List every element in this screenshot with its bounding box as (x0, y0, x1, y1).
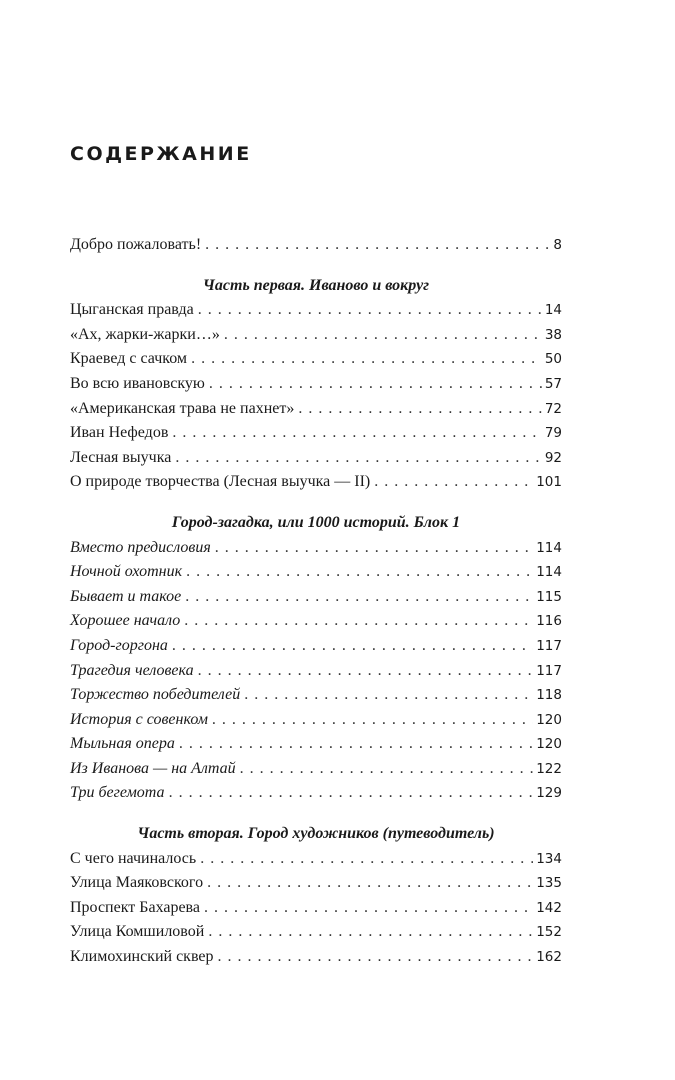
table-of-contents (70, 233, 562, 970)
toc-entry (70, 781, 562, 806)
toc-entry-page: 116 (536, 613, 562, 630)
toc-entry-title: Три бегемота (70, 784, 165, 802)
toc-entry-page: 50 (544, 351, 562, 368)
toc-entry (70, 945, 562, 970)
toc-entry-title: Торжество победителей (70, 686, 241, 704)
toc-entry-title: Мыльная опера (70, 735, 175, 753)
toc-entry (70, 847, 562, 872)
toc-entry (70, 896, 562, 921)
toc-entry-title: Город-горгона (70, 636, 168, 654)
toc-entry-title: Хорошее начало (70, 612, 181, 630)
toc-entry (70, 920, 562, 945)
toc-entry-page: 92 (544, 449, 562, 466)
toc-entry-page: 120 (536, 736, 562, 753)
toc-entry-page: 142 (536, 899, 562, 916)
toc-entry-title: «Ах, жарки-жарки…» (70, 325, 220, 343)
toc-entry-page: 57 (544, 375, 562, 392)
toc-entry-title: С чего начиналось (70, 849, 197, 867)
toc-entry-title: Трагедия человека (70, 661, 194, 679)
toc-entry-page: 117 (536, 637, 562, 654)
toc-entry-title: Климохинский сквер (70, 948, 214, 966)
toc-entry-page: 8 (553, 237, 562, 253)
dot-leader (209, 372, 542, 397)
toc-entry (70, 470, 562, 495)
toc-entry (70, 536, 562, 561)
toc-entry-page: 115 (536, 588, 562, 605)
toc-entry (70, 323, 562, 348)
toc-entry (70, 732, 562, 757)
dot-leader (224, 323, 542, 348)
dot-leader (198, 298, 542, 323)
block1-entries (70, 536, 562, 807)
toc-entry-page: 118 (536, 687, 562, 704)
toc-entry-page: 117 (536, 662, 562, 679)
toc-entry (70, 233, 562, 258)
toc-entry (70, 659, 562, 684)
dot-leader (244, 683, 533, 708)
dot-leader (374, 470, 533, 495)
toc-entry (70, 372, 562, 397)
dot-leader (204, 896, 533, 921)
toc-entry-title: Улица Маяковского (70, 874, 204, 892)
toc-entry-title: Проспект Бахарева (70, 898, 200, 916)
toc-entry (70, 683, 562, 708)
toc-entry-page: 162 (536, 949, 562, 966)
toc-entry-page: 14 (544, 302, 562, 319)
toc-entry-page: 129 (536, 785, 562, 802)
toc-entry-title: Цыганская правда (70, 301, 194, 319)
toc-entry-title: Из Иванова — на Алтай (70, 759, 236, 777)
toc-entry (70, 560, 562, 585)
part2-entries (70, 847, 562, 970)
toc-entry (70, 298, 562, 323)
toc-entry (70, 708, 562, 733)
section-header-part2: Часть вторая. Город художников (путеводитель) (137, 825, 495, 843)
toc-entry-page: 152 (536, 924, 562, 941)
dot-leader (179, 732, 533, 757)
toc-entry-title: «Американская трава не пахнет» (70, 399, 295, 417)
toc-entry-page: 114 (536, 539, 562, 556)
toc-entry-title: История с совенком (70, 710, 208, 728)
dot-leader (205, 233, 550, 258)
dot-leader (198, 659, 534, 684)
toc-entry-title: Бывает и такое (70, 587, 182, 605)
dot-leader (218, 945, 534, 970)
toc-entry-page: 101 (536, 474, 562, 491)
dot-leader (175, 446, 541, 471)
toc-entry (70, 347, 562, 372)
toc-entry-page: 114 (536, 564, 562, 581)
toc-entry-title: Во всю ивановскую (70, 374, 205, 392)
part1-entries (70, 298, 562, 495)
dot-leader (298, 397, 541, 422)
toc-entry-page: 134 (536, 850, 562, 867)
section-header-part1: Часть первая. Иваново и вокруг (202, 276, 430, 294)
dot-leader (172, 421, 541, 446)
dot-leader (186, 560, 533, 585)
toc-entry-title: Краевед с сачком (70, 350, 188, 368)
dot-leader (240, 757, 534, 782)
dot-leader (212, 708, 533, 733)
toc-entry (70, 634, 562, 659)
dot-leader (207, 871, 533, 896)
toc-entry-title: Ночной охотник (70, 563, 183, 581)
toc-entry-page: 120 (536, 711, 562, 728)
toc-entry-title: Лесная выучка (70, 448, 172, 466)
toc-entry-title: Улица Комшиловой (70, 923, 205, 941)
toc-entry-page: 135 (536, 875, 562, 892)
toc-entry-title: Добро пожаловать! (70, 236, 202, 253)
toc-entry-title: Вместо предисловия (70, 538, 211, 556)
dot-leader (200, 847, 533, 872)
toc-entry-page: 72 (544, 400, 562, 417)
toc-entry (70, 757, 562, 782)
toc-entry (70, 397, 562, 422)
toc-entry-title: О природе творчества (Лесная выучка — II) (70, 473, 371, 491)
dot-leader (208, 920, 533, 945)
toc-entry (70, 609, 562, 634)
toc-entry (70, 421, 562, 446)
toc-entry-page: 122 (536, 760, 562, 777)
toc-entry (70, 871, 562, 896)
intro-group (70, 233, 562, 258)
toc-entry-page: 79 (544, 425, 562, 442)
dot-leader (185, 585, 533, 610)
dot-leader (191, 347, 542, 372)
dot-leader (172, 634, 533, 659)
dot-leader (169, 781, 534, 806)
toc-entry (70, 585, 562, 610)
page-title: СОДЕРЖАНИЕ (70, 143, 252, 165)
dot-leader (215, 536, 533, 561)
section-header-block1: Город-загадка, или 1000 историй. Блок 1 (171, 513, 461, 531)
toc-entry (70, 446, 562, 471)
dot-leader (184, 609, 533, 634)
toc-entry-page: 38 (544, 326, 562, 343)
toc-entry-title: Иван Нефедов (70, 424, 169, 442)
